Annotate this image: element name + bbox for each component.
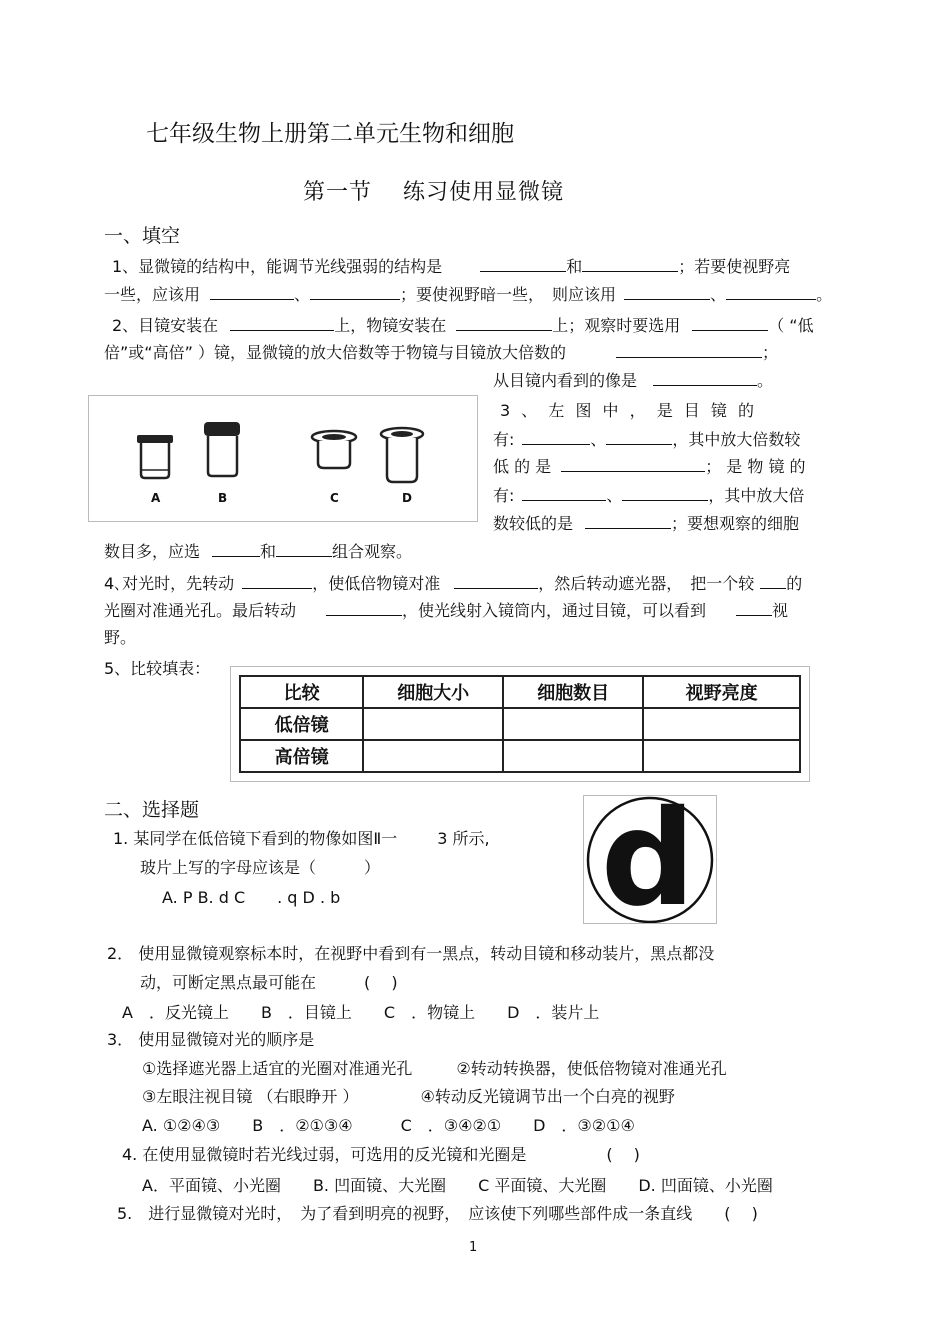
q1-blank-4[interactable] bbox=[310, 284, 400, 300]
q3-text: 有: bbox=[493, 486, 515, 505]
q1-text: 、 bbox=[294, 285, 311, 304]
q3-line6 bbox=[104, 541, 412, 562]
q2-blank-4[interactable] bbox=[616, 342, 762, 358]
q3-line5 bbox=[493, 513, 799, 534]
table-cell[interactable] bbox=[363, 740, 503, 772]
table-header: 比较 bbox=[240, 676, 363, 708]
section-heading-fill-in: 一、填空 bbox=[104, 225, 181, 247]
q3-blank-7[interactable] bbox=[212, 541, 260, 557]
q3-line3 bbox=[493, 456, 806, 477]
letter-figure bbox=[583, 795, 717, 924]
table-row bbox=[240, 708, 800, 740]
q3-blank-5[interactable] bbox=[622, 485, 708, 501]
lens-illustration bbox=[89, 396, 477, 521]
mc-q3-options: A. ①②④③ B ．②①③④ C ．③④②① D ．③②①④ bbox=[142, 1116, 635, 1135]
mc-q2-line1: 2． 使用显微镜观察标本时，在视野中看到有一黑点，转动目镜和移动装片，黑点都没 bbox=[107, 944, 715, 963]
q3-blank-1[interactable] bbox=[522, 429, 590, 445]
comparison-table-figure bbox=[230, 666, 810, 782]
q1-text: ；若要使视野亮 bbox=[678, 257, 791, 276]
lens-label-c: C bbox=[330, 491, 339, 505]
table-cell[interactable] bbox=[503, 708, 643, 740]
q4-text: 4､对光时，先转动 bbox=[104, 574, 235, 593]
q2-line3 bbox=[493, 370, 773, 391]
q1-blank-1[interactable] bbox=[480, 256, 566, 272]
table-header: 视野亮度 bbox=[643, 676, 800, 708]
lens-figure bbox=[88, 395, 478, 522]
q2-text: 。 bbox=[757, 371, 774, 390]
q4-text: ，使光线射入镜筒内，通过目镜，可以看到 bbox=[402, 601, 707, 620]
comparison-table bbox=[239, 675, 801, 773]
table-header: 细胞数目 bbox=[503, 676, 643, 708]
lens-label-a: A bbox=[151, 491, 161, 505]
mc-q1-options: A. P B. d C . q D . b bbox=[162, 888, 341, 907]
q2-text: 2、目镜安装在 bbox=[112, 316, 219, 335]
q3-blank-4[interactable] bbox=[522, 485, 606, 501]
q4-line1 bbox=[104, 573, 802, 594]
q3-text: ，其中放大倍数较 bbox=[672, 430, 801, 449]
q3-text: 低 的 是 bbox=[493, 457, 552, 476]
q4-text: 光圈对准通光孔。最后转动 bbox=[104, 601, 297, 620]
lens-label-d: D bbox=[402, 491, 412, 505]
q1-blank-2[interactable] bbox=[582, 256, 678, 272]
q1-blank-3[interactable] bbox=[210, 284, 294, 300]
table-cell[interactable] bbox=[643, 708, 800, 740]
q4-blank-3[interactable] bbox=[760, 573, 786, 589]
q2-text: ； bbox=[761, 343, 778, 362]
mc-q3-text: ②转动转换器，使低倍物镜对准通光孔 bbox=[456, 1059, 727, 1078]
section-subtitle: 第一节 练习使用显微镜 bbox=[303, 180, 564, 205]
q1-line1 bbox=[112, 256, 790, 277]
lens-b-icon bbox=[204, 422, 240, 476]
table-cell[interactable] bbox=[643, 740, 800, 772]
mc-q3-text: ③左眼注视目镜 （右眼睁开 ） bbox=[142, 1087, 359, 1106]
table-row-label: 高倍镜 bbox=[240, 740, 363, 772]
q3-text: 和 bbox=[260, 542, 277, 561]
q2-text: （ “低 bbox=[768, 316, 814, 335]
q4-blank-4[interactable] bbox=[326, 600, 402, 616]
q1-blank-5[interactable] bbox=[624, 284, 710, 300]
mc-q1-line1 bbox=[113, 829, 490, 849]
q4-text: ，使低倍物镜对准 bbox=[312, 574, 441, 593]
q4-blank-5[interactable] bbox=[736, 600, 772, 616]
q2-line2 bbox=[104, 342, 778, 363]
q2-blank-3[interactable] bbox=[692, 315, 768, 331]
q2-blank-2[interactable] bbox=[456, 315, 552, 331]
mc-q4-line1: 4. 在使用显微镜时若光线过弱，可选用的反光镜和光圈是 ( ) bbox=[122, 1145, 640, 1164]
lens-d-icon bbox=[381, 428, 423, 482]
mc-q3-line3 bbox=[142, 1087, 675, 1107]
q3-line2 bbox=[493, 429, 800, 450]
q4-blank-1[interactable] bbox=[242, 573, 312, 589]
section-heading-multiple-choice: 二、选择题 bbox=[104, 799, 200, 821]
q3-line4 bbox=[493, 485, 804, 506]
table-row-label: 低倍镜 bbox=[240, 708, 363, 740]
q3-text: ；要想观察的细胞 bbox=[671, 514, 800, 533]
mc-q1-text: 1. 某同学在低倍镜下看到的物像如图Ⅱ一 bbox=[113, 829, 398, 848]
q2-blank-1[interactable] bbox=[230, 315, 334, 331]
q3-text: 有: bbox=[493, 430, 515, 449]
mc-q3-text: ④转动反光镜调节出一个白亮的视野 bbox=[420, 1087, 675, 1106]
mc-q5-line1: 5. 进行显微镜对光时， 为了看到明亮的视野， 应该使下列哪些部件成一条直线 ( ) bbox=[117, 1204, 758, 1223]
table-header: 细胞大小 bbox=[363, 676, 503, 708]
q5-label: 5、比较填表： bbox=[104, 659, 211, 678]
q3-blank-2[interactable] bbox=[606, 429, 672, 445]
mc-q3-line2 bbox=[142, 1059, 727, 1079]
lens-label-b: B bbox=[218, 491, 228, 505]
q2-text: 从目镜内看到的像是 bbox=[493, 371, 638, 390]
mc-q2-options: A ．反光镜上 B ．目镜上 C ．物镜上 D ．装片上 bbox=[122, 1003, 600, 1022]
q1-text: 。 bbox=[816, 285, 833, 304]
mc-q3-text: ①选择遮光器上适宜的光圈对准通光孔 bbox=[142, 1059, 413, 1078]
q1-text: 一些，应该用 bbox=[104, 285, 201, 304]
q3-blank-6[interactable] bbox=[585, 513, 671, 529]
q4-line3: 野。 bbox=[104, 628, 137, 647]
lens-c-icon bbox=[312, 431, 356, 468]
q1-text: ；要使视野暗一些， 则应该用 bbox=[400, 285, 617, 304]
q2-text: 上；观察时要选用 bbox=[552, 316, 681, 335]
table-row bbox=[240, 740, 800, 772]
q3-blank-8[interactable] bbox=[276, 541, 332, 557]
q4-text: 视 bbox=[772, 601, 789, 620]
q4-blank-2[interactable] bbox=[454, 573, 538, 589]
mc-q1-text: 3 所示, bbox=[437, 829, 490, 848]
q1-text: 1、显微镜的结构中，能调节光线强弱的结构是 bbox=[112, 257, 443, 276]
q4-text: 的 bbox=[786, 574, 803, 593]
q3-text: 数较低的是 bbox=[493, 514, 574, 533]
document-title: 七年级生物上册第二单元生物和细胞 bbox=[146, 121, 514, 147]
mc-q2-line2: 动，可断定黑点最可能在 ( ) bbox=[140, 973, 398, 992]
q2-text: 上，物镜安装在 bbox=[334, 316, 447, 335]
q2-line1 bbox=[112, 315, 814, 336]
mc-q3-line1: 3． 使用显微镜对光的顺序是 bbox=[107, 1030, 315, 1049]
table-cell[interactable] bbox=[363, 708, 503, 740]
table-row bbox=[240, 676, 800, 708]
mc-q1-line2: 玻片上写的字母应该是（ ） bbox=[140, 858, 381, 877]
q1-text: 和 bbox=[566, 257, 583, 276]
q4-text: ，然后转动遮光器， 把一个较 bbox=[538, 574, 755, 593]
q2-blank-5[interactable] bbox=[653, 370, 757, 386]
lens-a-icon bbox=[137, 435, 173, 478]
q3-text: 、 bbox=[606, 486, 623, 505]
q1-line2 bbox=[104, 284, 832, 305]
q3-text: 数目多，应选 bbox=[104, 542, 201, 561]
letter-glyph: d bbox=[600, 796, 696, 923]
q3-text: 组合观察。 bbox=[332, 542, 413, 561]
mc-q4-options: A．平面镜、小光圈 B. 凹面镜、大光圈 C 平面镜、大光圈 D. 凹面镜、小光圈 bbox=[142, 1176, 773, 1195]
q3-text: 、 bbox=[590, 430, 607, 449]
q1-blank-6[interactable] bbox=[726, 284, 816, 300]
q3-line1: 3 、 左 图 中 ， 是 目 镜 的 bbox=[500, 401, 754, 420]
q4-line2 bbox=[104, 600, 788, 621]
q3-text: ，其中放大倍 bbox=[708, 486, 805, 505]
page-number: 1 bbox=[469, 1240, 478, 1255]
table-cell[interactable] bbox=[503, 740, 643, 772]
q1-text: 、 bbox=[710, 285, 727, 304]
letter-circle-icon bbox=[584, 796, 716, 923]
q3-blank-3[interactable] bbox=[561, 456, 705, 472]
q3-text: ； 是 物 镜 的 bbox=[705, 457, 806, 476]
q2-text: 倍”或“高倍” ）镜，显微镜的放大倍数等于物镜与目镜放大倍数的 bbox=[104, 343, 566, 362]
